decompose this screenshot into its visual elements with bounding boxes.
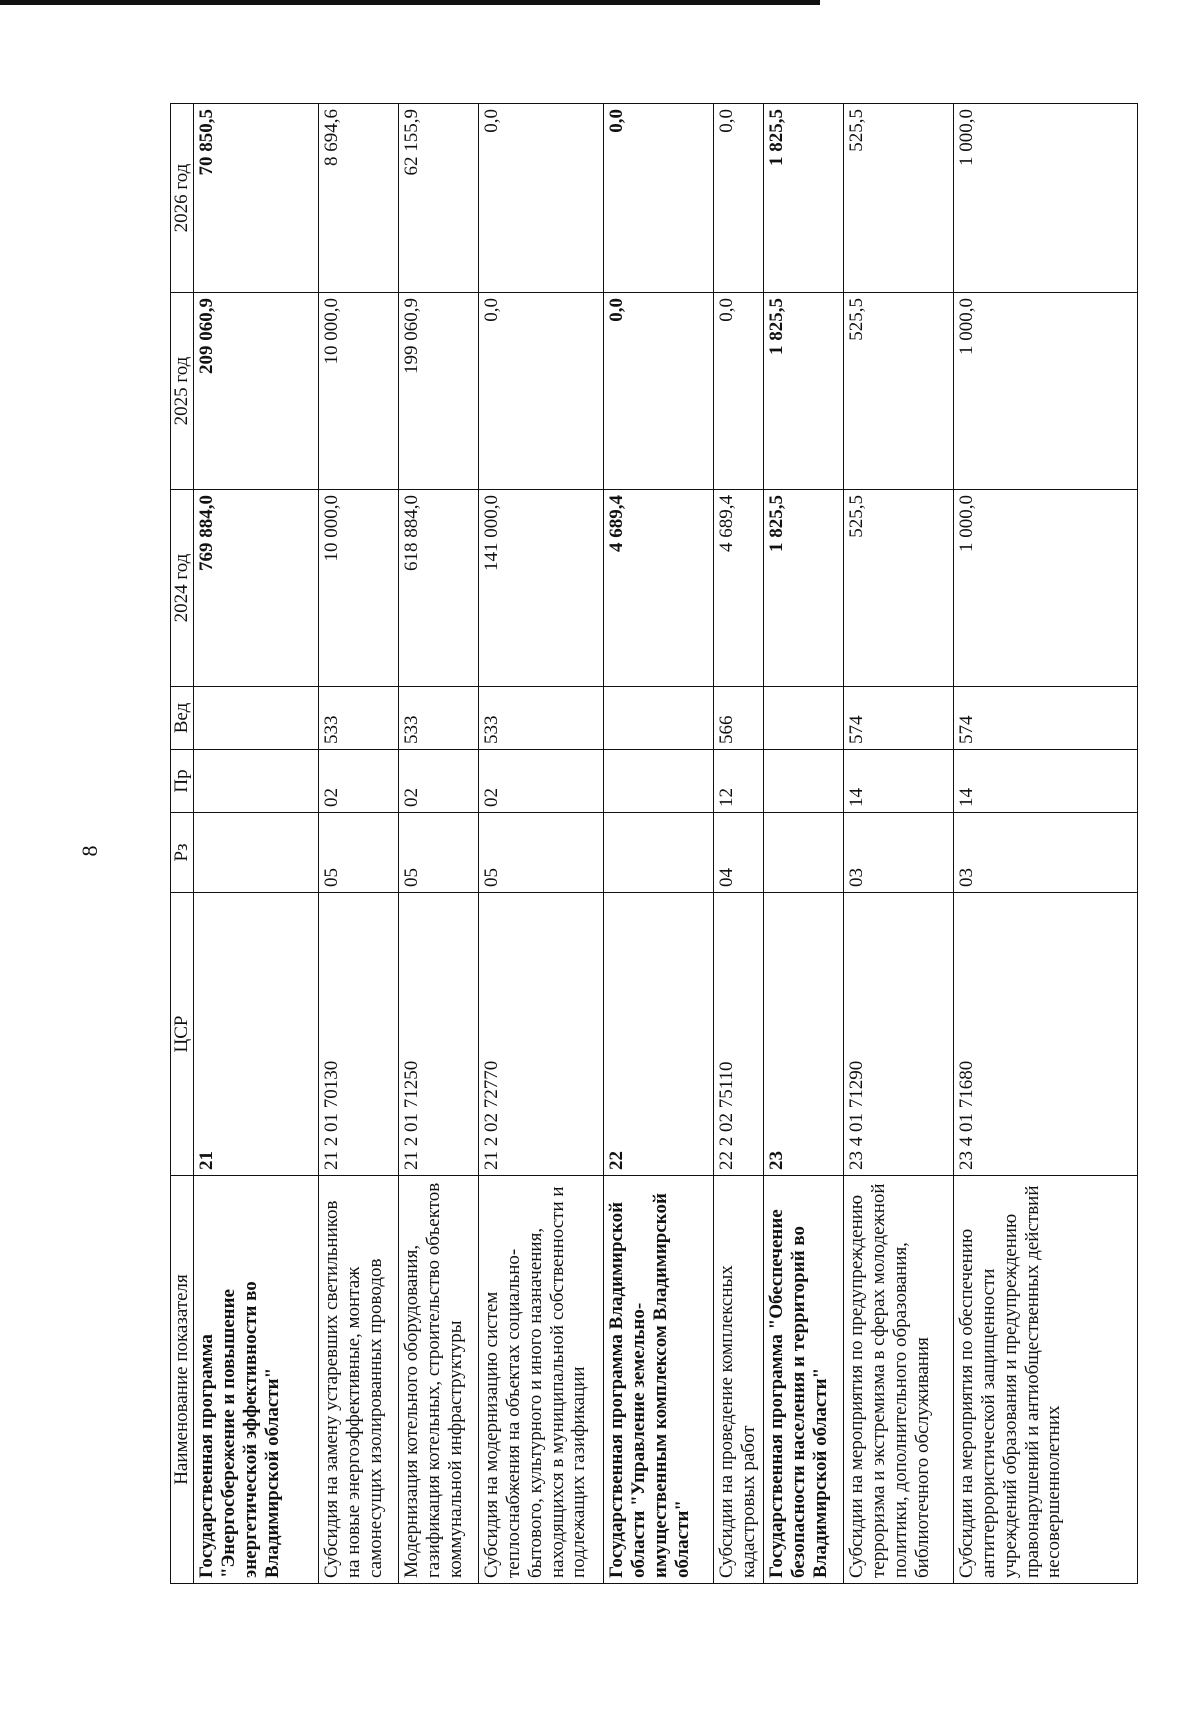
cell-2024: 10 000,0 — [319, 490, 399, 687]
cell-2024: 141 000,0 — [479, 490, 604, 687]
cell-pr — [194, 750, 319, 813]
table-row — [714, 104, 764, 1584]
cell-ved: 574 — [954, 687, 1138, 750]
col-ved: Вед — [171, 687, 194, 750]
cell-name: Государственная программа Владимирской области "Управление земельно-имущественным комплексом Владимирской области" — [604, 1176, 714, 1584]
cell-2025: 525,5 — [844, 293, 954, 490]
table-row — [844, 104, 954, 1584]
cell-ved: 574 — [844, 687, 954, 750]
cell-ved — [764, 687, 844, 750]
table-row — [954, 104, 1138, 1584]
table-row — [479, 104, 604, 1584]
cell-2025: 0,0 — [714, 293, 764, 490]
cell-csr: 21 2 01 70130 — [319, 893, 399, 1176]
cell-ved: 533 — [399, 687, 479, 750]
cell-name: Модернизация котельного оборудования, газификация котельных, строительство объектов коммунальной инфраструктуры — [399, 1176, 479, 1584]
rotated-page — [170, 104, 1138, 1584]
cell-csr: 21 — [194, 893, 319, 1176]
cell-2025: 1 000,0 — [954, 293, 1138, 490]
cell-2026: 8 694,6 — [319, 104, 399, 293]
cell-name: Субсидии на мероприятия по обеспечению антитеррористической защищенности учреждений образования и предупреждению правонарушений и антиобщественных действий несовершеннолетних — [954, 1176, 1138, 1584]
cell-2025: 0,0 — [604, 293, 714, 490]
cell-name: Субсидия на модернизацию систем теплоснабжения на объектах социально-бытового, культурного и иного назначения, находящихся в муниципальной собственности и подлежащих газификации — [479, 1176, 604, 1584]
table-row — [399, 104, 479, 1584]
cell-2024: 4 689,4 — [714, 490, 764, 687]
cell-2026: 0,0 — [714, 104, 764, 293]
cell-rz — [764, 813, 844, 893]
cell-rz: 05 — [399, 813, 479, 893]
cell-2024: 1 825,5 — [764, 490, 844, 687]
cell-pr: 02 — [319, 750, 399, 813]
cell-name: Субсидия на замену устаревших светильников на новые энергоэффективные, монтаж самонесущих изолированных проводов — [319, 1176, 399, 1584]
cell-ved: 533 — [479, 687, 604, 750]
cell-rz: 03 — [844, 813, 954, 893]
cell-pr: 02 — [479, 750, 604, 813]
col-pr: Пр — [171, 750, 194, 813]
cell-rz: 05 — [479, 813, 604, 893]
cell-rz — [604, 813, 714, 893]
cell-2025: 209 060,9 — [194, 293, 319, 490]
page-number: 8 — [77, 845, 102, 857]
cell-2026: 525,5 — [844, 104, 954, 293]
cell-rz: 04 — [714, 813, 764, 893]
table-row — [194, 104, 319, 1584]
cell-name: Субсидии на проведение комплексных кадастровых работ — [714, 1176, 764, 1584]
cell-2024: 1 000,0 — [954, 490, 1138, 687]
table-row — [604, 104, 714, 1584]
cell-2026: 62 155,9 — [399, 104, 479, 293]
cell-pr — [604, 750, 714, 813]
cell-2025: 199 060,9 — [399, 293, 479, 490]
cell-name: Государственная программа "Обеспечение безопасности населения и территорий во Владимирской области" — [764, 1176, 844, 1584]
cell-2025: 10 000,0 — [319, 293, 399, 490]
cell-2026: 0,0 — [479, 104, 604, 293]
cell-csr: 22 2 02 75110 — [714, 893, 764, 1176]
cell-pr: 14 — [844, 750, 954, 813]
cell-rz: 05 — [319, 813, 399, 893]
cell-2026: 70 850,5 — [194, 104, 319, 293]
cell-name: Субсидии на мероприятия по предупреждению терроризма и экстремизма в сферах молодежной политики, дополнительного образования, библиотечного обслуживания — [844, 1176, 954, 1584]
cell-pr: 12 — [714, 750, 764, 813]
cell-rz — [194, 813, 319, 893]
cell-2026: 1 000,0 — [954, 104, 1138, 293]
cell-2026: 0,0 — [604, 104, 714, 293]
cell-2024: 769 884,0 — [194, 490, 319, 687]
cell-pr — [764, 750, 844, 813]
col-name: Наименование показателя — [171, 1176, 194, 1584]
col-rz: Рз — [171, 813, 194, 893]
col-2026: 2026 год — [171, 104, 194, 293]
cell-name: Государственная программа "Энергосбережение и повышение энергетической эффективности во Владимирской области" — [194, 1176, 319, 1584]
cell-csr: 23 4 01 71680 — [954, 893, 1138, 1176]
col-2025: 2025 год — [171, 293, 194, 490]
cell-2024: 525,5 — [844, 490, 954, 687]
cell-ved — [604, 687, 714, 750]
cell-pr: 02 — [399, 750, 479, 813]
table-row — [764, 104, 844, 1584]
cell-csr: 23 4 01 71290 — [844, 893, 954, 1176]
scan-edge-line — [0, 0, 820, 5]
header-row — [171, 104, 194, 1584]
cell-pr: 14 — [954, 750, 1138, 813]
cell-csr: 21 2 01 71250 — [399, 893, 479, 1176]
col-csr: ЦСР — [171, 893, 194, 1176]
table-row — [319, 104, 399, 1584]
cell-ved: 566 — [714, 687, 764, 750]
cell-2025: 0,0 — [479, 293, 604, 490]
col-2024: 2024 год — [171, 490, 194, 687]
cell-csr: 23 — [764, 893, 844, 1176]
cell-2024: 4 689,4 — [604, 490, 714, 687]
cell-rz: 03 — [954, 813, 1138, 893]
cell-2024: 618 884,0 — [399, 490, 479, 687]
cell-ved — [194, 687, 319, 750]
cell-2025: 1 825,5 — [764, 293, 844, 490]
budget-table — [170, 103, 1138, 1584]
cell-ved: 533 — [319, 687, 399, 750]
cell-csr: 21 2 02 72770 — [479, 893, 604, 1176]
cell-2026: 1 825,5 — [764, 104, 844, 293]
cell-csr: 22 — [604, 893, 714, 1176]
